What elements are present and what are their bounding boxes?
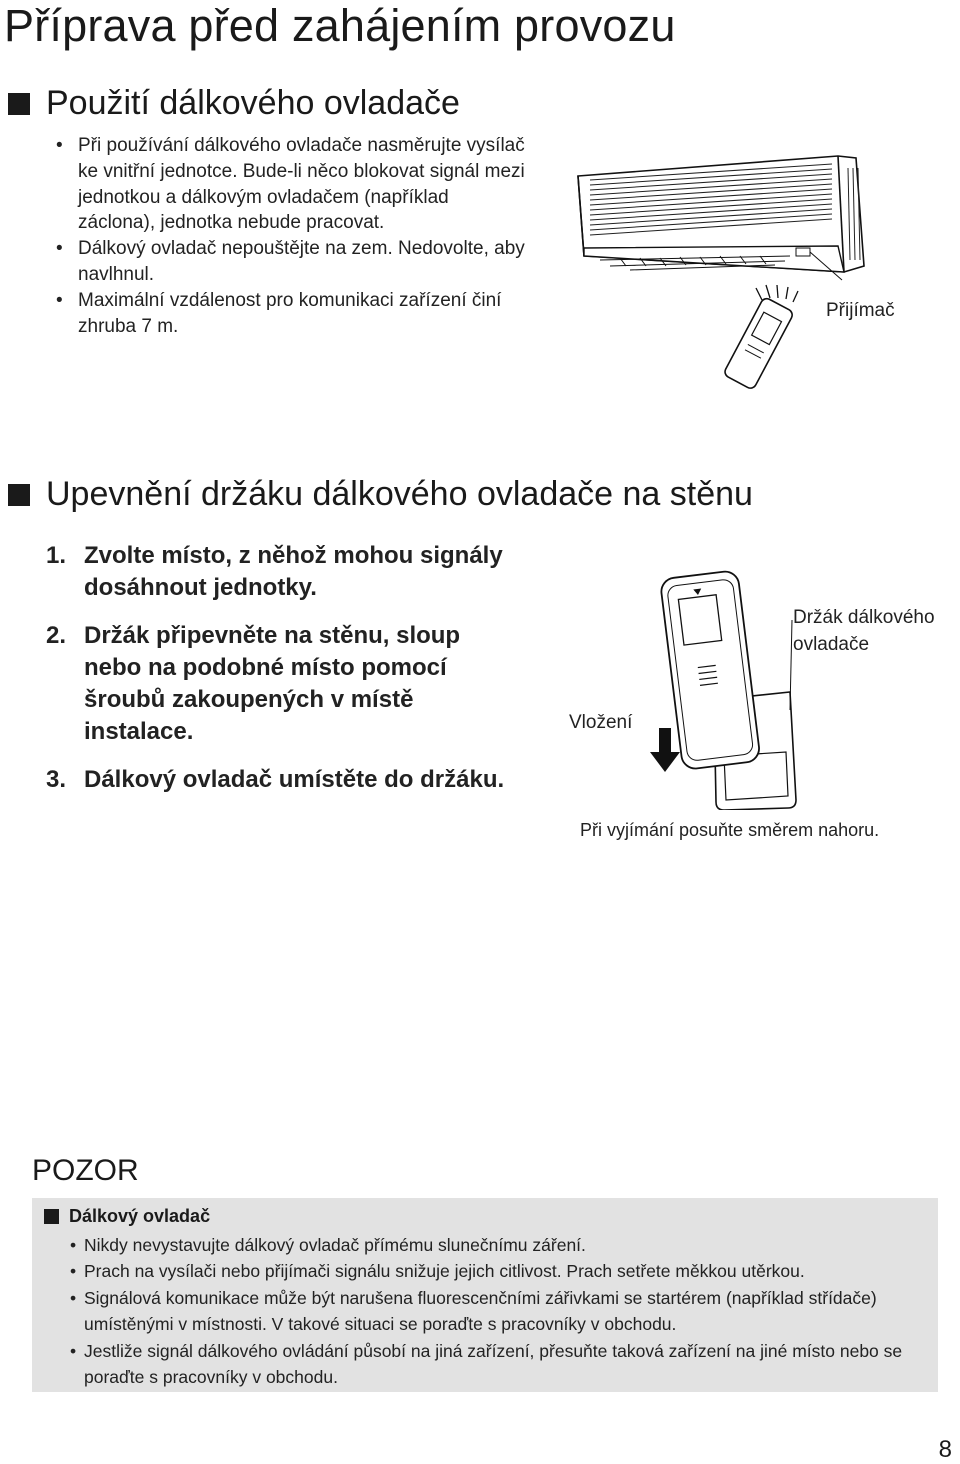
square-bullet-icon bbox=[8, 484, 30, 506]
remote-use-bullet-list bbox=[56, 133, 526, 339]
section-heading-text: Použití dálkového ovladače bbox=[46, 84, 460, 122]
insert-label: Vložení bbox=[569, 712, 633, 733]
holder-label-line: ovladače bbox=[793, 634, 870, 655]
section-heading-text: Upevnění držáku dálkového ovladače na stěnu bbox=[46, 475, 753, 513]
step-text: Držák připevněte na stěnu, sloup nebo na podobné místo pomocí šroubů zakoupených v místě instalace. bbox=[84, 622, 461, 745]
step-number: 3. bbox=[46, 766, 67, 793]
section-heading-remote-use bbox=[8, 84, 460, 123]
step-text: Zvolte místo, z něhož mohou signály dosáhnout jednotky. bbox=[84, 542, 503, 601]
insert-arrow-icon bbox=[650, 728, 680, 772]
list-item: • Prach na vysílači nebo přijímači signálu snižuje jejich citlivost. Prach setřete měkkou utěrkou. bbox=[44, 1258, 926, 1284]
square-bullet-icon bbox=[44, 1209, 59, 1224]
holder-label bbox=[793, 604, 935, 658]
list-item: • Nikdy nevystavujte dálkový ovladač přímému slunečnímu záření. bbox=[44, 1232, 926, 1258]
step-text: Dálkový ovladač umístěte do držáku. bbox=[84, 766, 505, 793]
caution-bullet-list bbox=[44, 1232, 926, 1390]
installation-steps bbox=[46, 540, 516, 796]
indoor-unit-illustration bbox=[570, 148, 870, 398]
list-item: • Signálová komunikace může být narušena fluorescenčními zářivkami se startérem (například střídače) umístěnými v místnosti. V takové situaci se poraďte s pracovníky v obchodu. bbox=[44, 1285, 926, 1338]
section-heading-wall-holder bbox=[8, 475, 753, 514]
remote-holder-illustration bbox=[640, 560, 810, 810]
holder-label-line: Držák dálkového bbox=[793, 607, 935, 628]
step-number: 2. bbox=[46, 622, 67, 649]
caution-subheading-text: Dálkový ovladač bbox=[69, 1205, 211, 1226]
caution-title: POZOR bbox=[32, 1154, 139, 1187]
receiver-label: Přijímač bbox=[826, 300, 895, 321]
list-item: • Dálkový ovladač nepouštějte na zem. Nedovolte, aby navlhnul. bbox=[56, 236, 526, 288]
list-item: • Při používání dálkového ovladače nasměrujte vysílač ke vnitřní jednotce. Bude-li něco blokovat signál mezi jednotkou a dálkovým ovladačem (například záclona), jednotka nebude pracovat. bbox=[56, 133, 526, 236]
page-number: 8 bbox=[938, 1436, 952, 1463]
list-item bbox=[46, 620, 516, 748]
square-bullet-icon bbox=[8, 93, 30, 115]
remove-note: Při vyjímání posuňte směrem nahoru. bbox=[580, 820, 880, 840]
caution-box bbox=[32, 1198, 938, 1392]
list-item: • Maximální vzdálenost pro komunikaci zařízení činí zhruba 7 m. bbox=[56, 288, 526, 340]
list-item bbox=[46, 764, 516, 796]
step-number: 1. bbox=[46, 542, 67, 569]
caution-subheading bbox=[44, 1204, 926, 1228]
list-item bbox=[46, 540, 516, 604]
list-item: • Jestliže signál dálkového ovládání působí na jiná zařízení, přesuňte taková zařízení na jiné místo nebo se poraďte s pracovníky v obchodu. bbox=[44, 1338, 926, 1391]
page-title: Příprava před zahájením provozu bbox=[4, 0, 676, 51]
